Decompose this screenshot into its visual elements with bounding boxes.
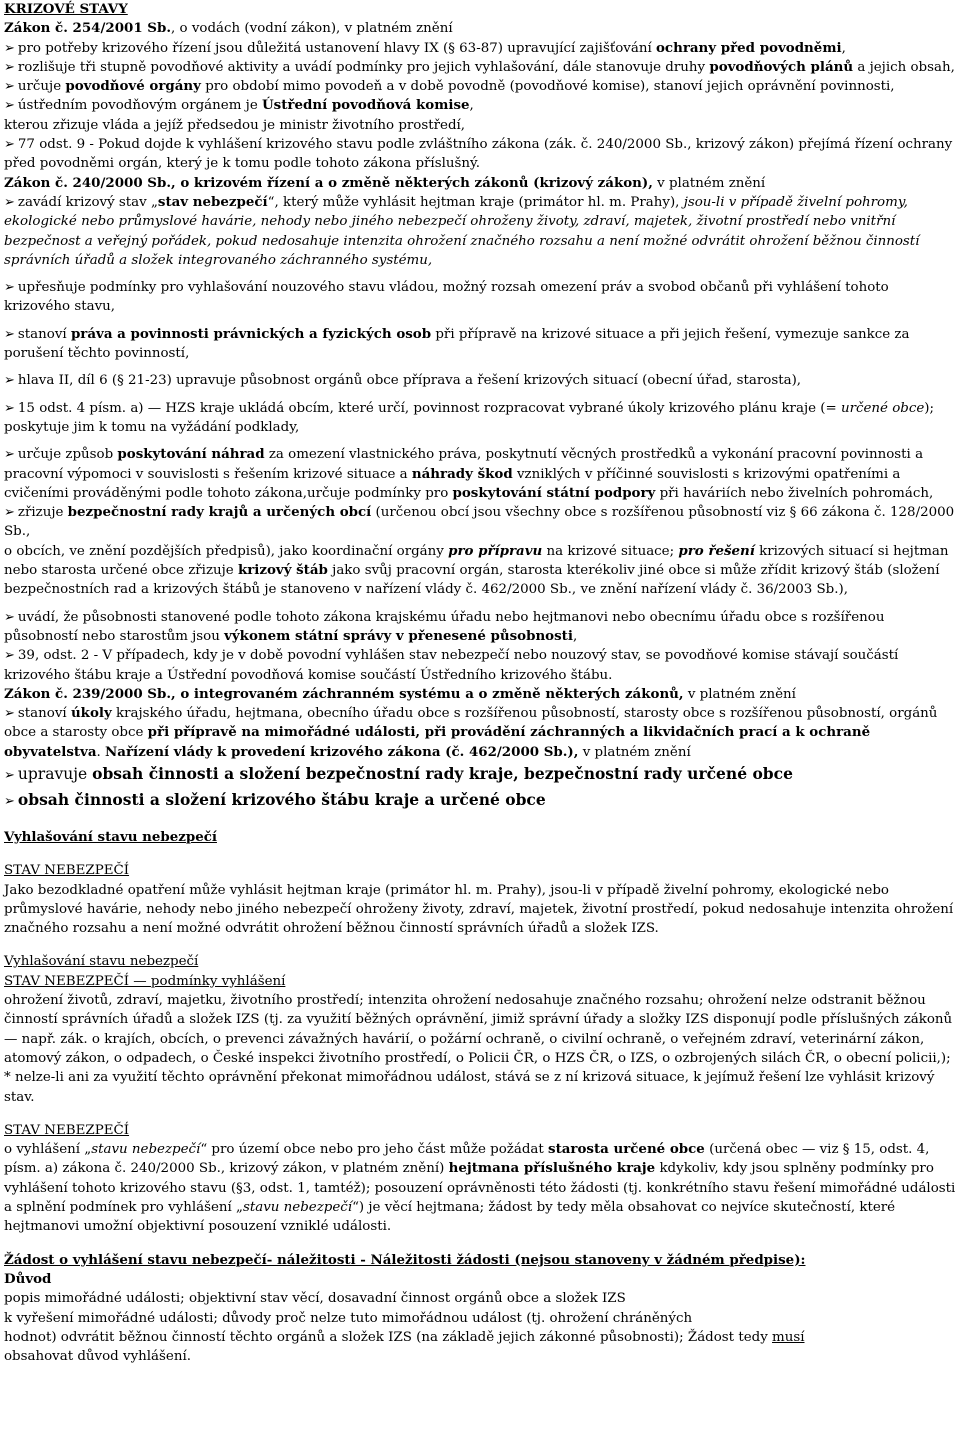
list-item: ➢ ústředním povodňovým orgánem je Ústřední povodňová komise, xyxy=(4,97,474,114)
list-item: ➢ zavádí krizový stav „stav nebezpečí“, který může vyhlásit hejtman kraje (primátor hl. m. Prahy), jsou-li v případě živelní pohromy, ekologické nebo průmyslové havárie, nehody nebo jiného nebezpečí ohroženy životy, zdraví, majetek, životní prostředí nebo vnitřní bezpečnost a veřejný pořádek, pokud nedosahuje intenzita ohrožení značného rozsahu a není možné odvrátit ohrožení běžnou činností správních úřadů a složek integrovaného záchranného systému, xyxy=(4,193,920,268)
list-item: ➢ 77 odst. 9 - Pokud dojde k vyhlášení krizového stavu podle zvláštního zákona (zák. č. 240/2000 Sb., krizový zákon) přejímá řízení ochrany před povodněmi orgán, který je k tomu podle tohoto zákona příslušný. xyxy=(4,137,953,172)
water-act-heading: Zákon č. 254/2001 Sb., o vodách (vodní zákon), v platném znění xyxy=(4,20,453,37)
list-item-continuation: o obcích, ve znění pozdějších předpisů), jako koordinační orgány pro přípravu na krizové situace; pro řešení krizových situací si hejtman nebo starosta určené obce zřizuje krizový štáb jako svůj pracovní orgán, starosta kterékoliv jiné obce si může zřídit krizový štáb (složení bezpečnostních rad a krizových štábů je stanoveno v nařízení vlády č. 462/2000 Sb., ve znění nařízení vlády č. 36/2003 Sb.), xyxy=(4,542,949,598)
list-item: ➢ upravuje obsah činnosti a složení bezpečnostní rady kraje, bezpečnostní rady určené obce xyxy=(4,763,793,783)
paragraph: Jako bezodkladné opatření může vyhlásit hejtman kraje (primátor hl. m. Prahy), jsou-li v případě živelní pohromy, ekologické nebo průmyslové havárie, nehody nebo jiného nebezpečí ohroženy životy, zdraví, majetek, životní prostředí, pokud nedosahuje intenzita ohrožení značného rozsahu a není možné odvrátit ohrožení běžnou činností správních úřadů a složek IZS. xyxy=(4,882,954,937)
paragraph: ohrožení životů, zdraví, majetku, životního prostředí; intenzita ohrožení nedosahuje značného rozsahu; ohrožení nelze odstranit běžnou činností správních úřadů a složek IZS (tj. za využití běžných oprávnění, jimiž správní úřady a složky IZS disponují podle příslušných zákonů — např. zák. o krajích, obcích, o prevenci závažných havárií, o požární ochraně, o civilní ochraně, o veřejném zdraví, veterinární zákon, atomový zákon, o odpadech, o České inspekci životního prostředí, o Policii ČR, o HZS ČR, o IZS, o ozbrojených silách ČR, o obecní policii,); * nelze-li ani za využití těchto oprávnění překonat mimořádnou událost, stává se z ní krizová situace, k jejímuž řešení lze vyhlásit krizový stav. xyxy=(4,993,953,1105)
list-item: ➢ upřesňuje podmínky pro vyhlašování nouzového stavu vládou, možný rozsah omezení práv a svobod občanů při vyhlášení tohoto krizového stavu, xyxy=(4,280,889,315)
arrow-bullet-icon: ➢ xyxy=(4,505,15,521)
arrow-bullet-icon: ➢ xyxy=(4,280,15,296)
list-item: ➢ stanoví úkoly krajského úřadu, hejtmana, obecního úřadu obce s rozšířenou působností, starosty obce s rozšířenou působností, orgánů obce a starosty obce při přípravě na mimořádné události, při provádění záchranných a likvidačních prací a k ochraně obyvatelstva. Nařízení vlády k provedení krizového zákona (č. 462/2000 Sb.), v platném znění xyxy=(4,705,938,760)
list-item: ➢ uvádí, že působnosti stanovené podle tohoto zákona krajskému úřadu nebo hejtmanovi nebo obecnímu úřadu obce s rozšířenou působností nebo starostům jsou výkonem státní správy v přenesené působnosti, xyxy=(4,609,885,644)
arrow-bullet-icon: ➢ xyxy=(4,793,15,809)
page-title: KRIZOVÉ STAVY xyxy=(4,1,128,17)
list-item: ➢ určuje způsob poskytování náhrad za omezení vlastnického práva, poskytnutí věcných prostředků a vykonání pracovní povinnosti a pracovní výpomoci v souvislosti s řešením krizové situace a náhrady škod vzniklých v příčinné souvislosti s krizovými opatřeními a cvičeními prováděnými podle tohoto zákona,určuje podmínky pro poskytování státní podpory při haváriích nebo živelních pohromách, xyxy=(4,446,934,501)
section-subheading: Důvod xyxy=(4,1270,52,1287)
section-subheading: STAV NEBEZPEČÍ — podmínky vyhlášení xyxy=(4,973,286,989)
arrow-bullet-icon: ➢ xyxy=(4,59,15,75)
list-item: ➢ obsah činnosti a složení krizového štábu kraje a určené obce xyxy=(4,789,546,809)
arrow-bullet-icon: ➢ xyxy=(4,609,15,625)
paragraph-line: hodnot) odvrátit běžnou činností těchto orgánů a složek IZS (na základě jejich zákonné působnosti); Žádost tedy musí xyxy=(4,1329,805,1345)
paragraph-line: k vyřešení mimořádné události; důvody proč nelze tuto mimořádnou událost (tj. ohrožení chráněných xyxy=(4,1310,693,1326)
arrow-bullet-icon: ➢ xyxy=(4,400,15,416)
section-subheading: STAV NEBEZPEČÍ xyxy=(4,863,130,879)
list-item: ➢ rozlišuje tři stupně povodňové aktivity a uvádí podmínky pro jejich vyhlašování, dále stanovuje druhy povodňových plánů a jejich obsah, xyxy=(4,58,955,75)
arrow-bullet-icon: ➢ xyxy=(4,767,15,783)
section-heading: Vyhlašování stavu nebezpečí xyxy=(4,954,199,970)
arrow-bullet-icon: ➢ xyxy=(4,137,15,153)
list-item: ➢ pro potřeby krizového řízení jsou důležitá ustanovení hlavy IX (§ 63-87) upravující zajišťování ochrany před povodněmi, xyxy=(4,39,846,56)
crisis-act-heading: Zákon č. 240/2000 Sb., o krizovém řízení a o změně některých zákonů (krizový zákon), v platném znění xyxy=(4,174,766,191)
arrow-bullet-icon: ➢ xyxy=(4,40,15,56)
arrow-bullet-icon: ➢ xyxy=(4,447,15,463)
arrow-bullet-icon: ➢ xyxy=(4,326,15,342)
arrow-bullet-icon: ➢ xyxy=(4,194,15,210)
list-item-continuation: kterou zřizuje vláda a jejíž předsedou je ministr životního prostředí, xyxy=(4,117,466,133)
list-item: ➢ hlava II, díl 6 (§ 21-23) upravuje působnost orgánů obce příprava a řešení krizových situací (obecní úřad, starosta), xyxy=(4,373,802,389)
list-item: ➢ zřizuje bezpečnostní rady krajů a určených obcí (určenou obcí jsou všechny obce s rozšířenou působností viz § 66 zákona č. 128/2000 Sb., xyxy=(4,504,955,540)
list-item: ➢ 15 odst. 4 písm. a) — HZS kraje ukládá obcím, které určí, povinnost rozpracovat vybrané úkoly krizového plánu kraje (= určené obce); poskytuje jim k tomu na vyžádání podklady, xyxy=(4,400,935,435)
arrow-bullet-icon: ➢ xyxy=(4,98,15,114)
paragraph: o vyhlášení „stavu nebezpečí“ pro území obce nebo pro jeho část může požádat starosta určené obce (určená obec — viz § 15, odst. 4, písm. a) zákona č. 240/2000 Sb., krizový zákon, v platném znění) hejtmana příslušného kraje kdykoliv, kdy jsou splněny podmínky pro vyhlášení tohoto krizového stavu (§3, odst. 1, tamtéž); posouzení oprávněnosti této žádosti (tj. konkrétního stavu řešení mimořádné události a splnění podmínek pro vyhlášení „stavu nebezpečí“) je věcí hejtmana; žádost by tedy měla obsahovat co nejvíce skutečností, které hejtmanovi umožní objektivní posouzení vzniklé události. xyxy=(4,1141,956,1235)
section-heading: Vyhlašování stavu nebezpečí xyxy=(4,828,217,845)
list-item: ➢ stanoví práva a povinnosti právnických a fyzických osob při přípravě na krizové situace a při jejich řešení, vymezuje sankce za porušení těchto povinností, xyxy=(4,325,910,362)
arrow-bullet-icon: ➢ xyxy=(4,373,15,389)
paragraph-line: popis mimořádné události; objektivní stav věcí, dosavadní činnost orgánů obce a složek IZS xyxy=(4,1291,626,1307)
list-item: ➢ určuje povodňové orgány pro období mimo povodeň a v době povodně (povodňové komise), stanoví jejich oprávnění povinnosti, xyxy=(4,78,895,95)
arrow-bullet-icon: ➢ xyxy=(4,648,15,664)
izs-act-heading: Zákon č. 239/2000 Sb., o integrovaném záchranném systému a o změně některých zákonů, v platném znění xyxy=(4,685,796,702)
arrow-bullet-icon: ➢ xyxy=(4,79,15,95)
paragraph-line: obsahovat důvod vyhlášení. xyxy=(4,1349,191,1365)
list-item: ➢ 39, odst. 2 - V případech, kdy je v době povodní vyhlášen stav nebezpečí nebo nouzový stav, se povodňové komise stávají součástí krizového štábu kraje a Ústřední povodňová komise součástí Ústředního krizového štábu. xyxy=(4,648,899,683)
section-subheading: STAV NEBEZPEČÍ xyxy=(4,1122,130,1138)
section-heading: Žádost o vyhlášení stavu nebezpečí- náležitosti - Náležitosti žádosti (nejsou stanoveny v žádném předpise): xyxy=(4,1251,806,1268)
arrow-bullet-icon: ➢ xyxy=(4,706,15,722)
